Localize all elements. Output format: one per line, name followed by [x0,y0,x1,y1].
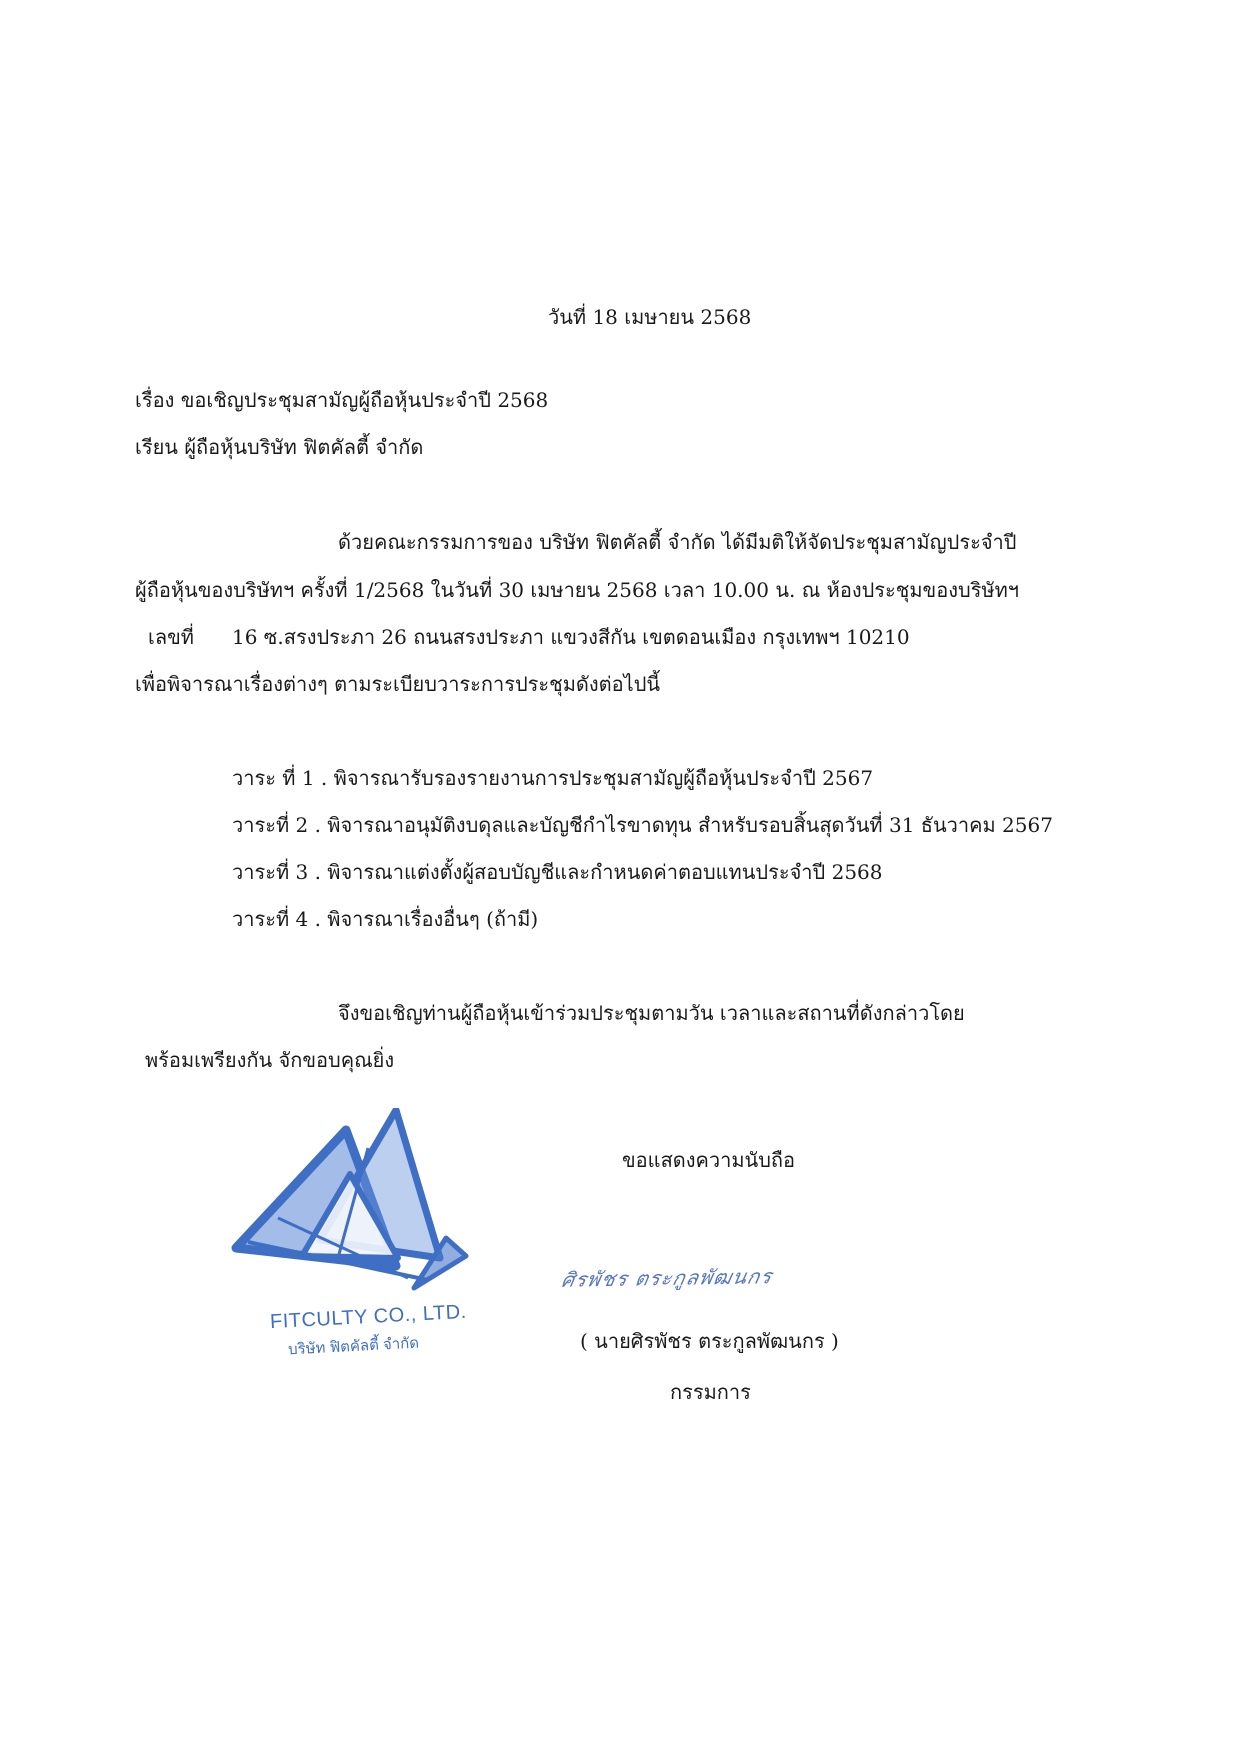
paragraph-2-line-2: พร้อมเพรียงกัน จักขอบคุณยิ่ง [145,1048,395,1072]
address-text: 16 ซ.สรงประภา 26 ถนนสรงประภา แขวงสีกัน เขตดอนเมือง กรุงเทพฯ 10210 [232,625,910,649]
company-stamp [228,1108,480,1358]
letter-subject: เรื่อง ขอเชิญประชุมสามัญผู้ถือหุ้นประจำปี 2568 [135,388,549,412]
stamp-company-en: FITCULTY CO., LTD. [269,1300,468,1334]
letter-date: วันที่ 18 เมษายน 2568 [548,305,752,329]
agenda-item: วาระที่ 3 . พิจารณาแต่งตั้งผู้สอบบัญชีและกำหนดค่าตอบแทนประจำปี 2568 [232,860,883,884]
closing-salutation: ขอแสดงความนับถือ [622,1148,796,1172]
paragraph-2-line-1: จึงขอเชิญท่านผู้ถือหุ้นเข้าร่วมประชุมตามวัน เวลาและสถานที่ดังกล่าวโดย [338,1001,965,1025]
signatory-name: ( นายศิรพัชร ตระกูลพัฒนกร ) [580,1329,839,1353]
handwritten-signature [559,1258,862,1298]
agenda-item: วาระ ที่ 1 . พิจารณารับรองรายงานการประชุมสามัญผู้ถือหุ้นประจำปี 2567 [232,766,874,790]
letter-recipient: เรียน ผู้ถือหุ้นบริษัท ฟิตคัลตี้ จำกัด [135,435,424,459]
paragraph-1-line-2: ผู้ถือหุ้นของบริษัทฯ ครั้งที่ 1/2568 ในวันที่ 30 เมษายน 2568 เวลา 10.00 น. ณ ห้องประชุมของบริษัทฯ [135,578,1020,602]
agenda-item: วาระที่ 2 . พิจารณาอนุมัติงบดุลและบัญชีกำไรขาดทุน สำหรับรอบสิ้นสุดวันที่ 31 ธันวาคม 2567 [232,813,1053,837]
signatory-position: กรรมการ [670,1380,751,1404]
paragraph-1-line-4: เพื่อพิจารณาเรื่องต่างๆ ตามระเบียบวาระการประชุมดังต่อไปนี้ [135,672,661,696]
address-label: เลขที่ [148,625,194,649]
paragraph-1-line-1: ด้วยคณะกรรมการของ บริษัท ฟิตคัลตี้ จำกัด ได้มีมติให้จัดประชุมสามัญประจำปี [338,530,1017,554]
stamp-company-th: บริษัท ฟิตคัลตี้ จำกัด [287,1334,420,1359]
signature-text: ศิรพัชร ตระกูลพัฒนกร [559,1264,775,1292]
agenda-item: วาระที่ 4 . พิจารณาเรื่องอื่นๆ (ถ้ามี) [232,907,539,931]
